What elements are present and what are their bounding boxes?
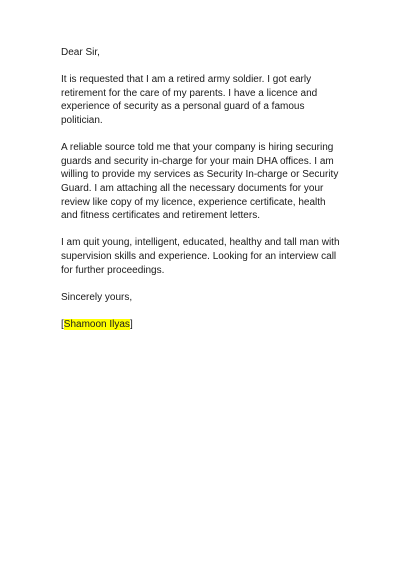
closing: Sincerely yours, <box>61 291 133 303</box>
signature-open-bracket: [ <box>61 318 64 330</box>
signature-line <box>61 318 351 332</box>
salutation: Dear Sir, <box>61 47 100 58</box>
paragraph-qualities: I am quit young, intelligent, educated, healthy and tall man with supervision skills and experience. Looking for an interview call for further proceedings. <box>61 237 340 276</box>
letter-body <box>61 46 351 331</box>
signature-name: Shamoon Ilyas <box>63 318 130 330</box>
signature-close-bracket: ] <box>129 318 133 330</box>
paragraph-services: A reliable source told me that your company is hiring securing guards and security in-charge for your main DHA offices. I am willing to provide my services as Security In-charge or Security Guard. I am attaching all the necessary documents for your review like copy of my licence, experience certificate, health and fitness certificates and retirement letters. <box>61 142 339 222</box>
paragraph-intro: It is requested that I am a retired army soldier. I got early retirement for the care of my parents. I have a licence and experience of security as a personal guard of a famous politician. <box>61 74 318 126</box>
